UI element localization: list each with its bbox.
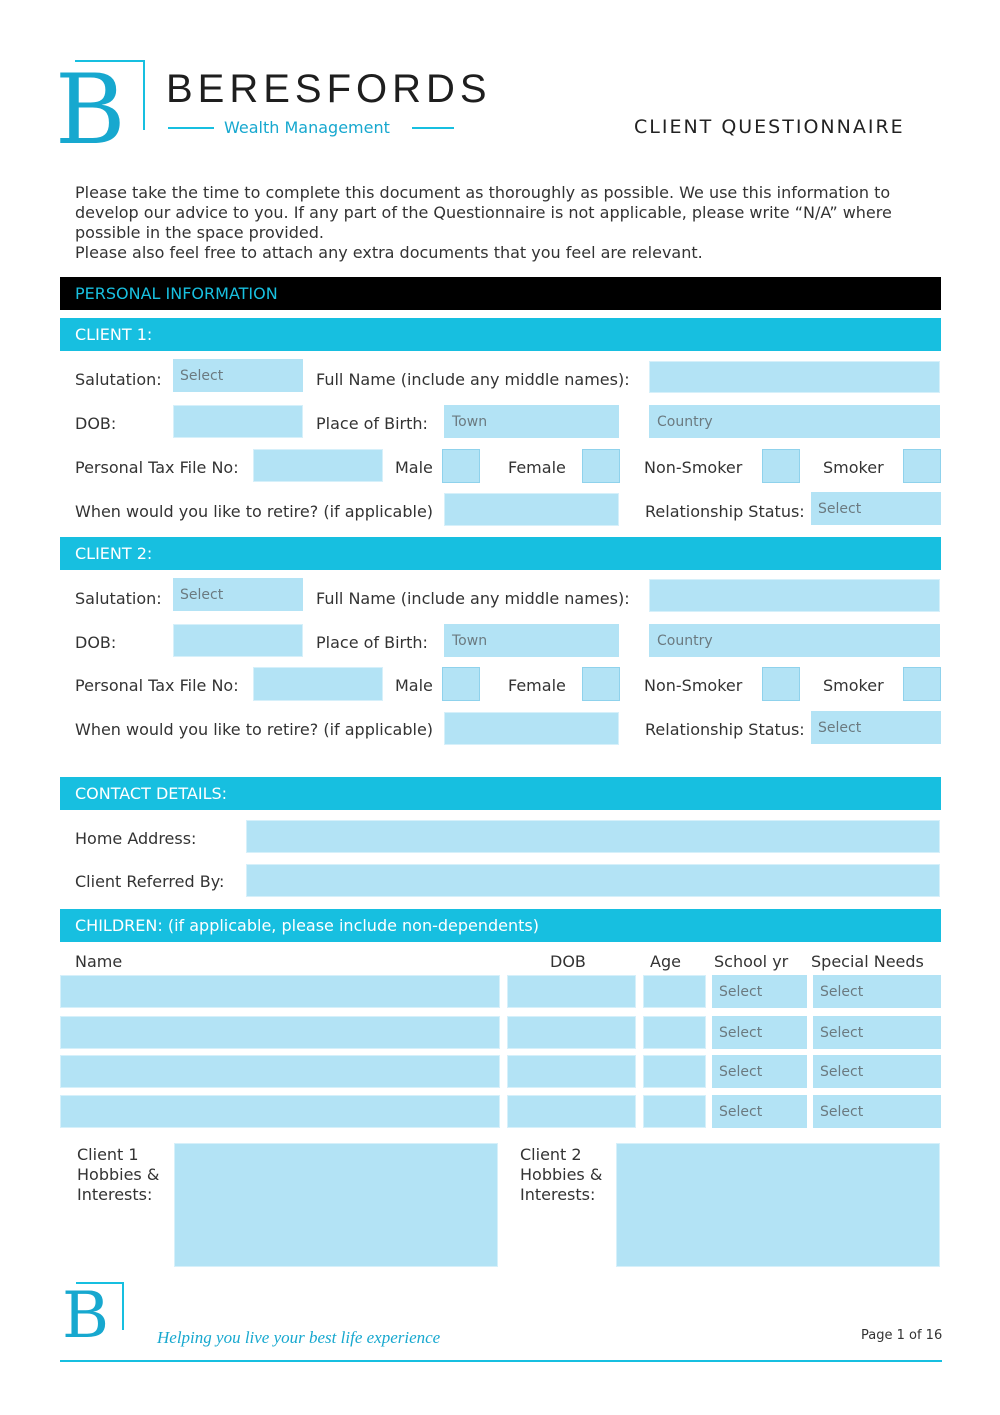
children-col-name: Name [75,952,123,971]
place-of-birth-label: Place of Birth: [316,414,428,433]
document-title: CLIENT QUESTIONNAIRE [634,116,905,138]
brand-tagline: Wealth Management [224,118,390,137]
section-personal-information: PERSONAL INFORMATION [60,277,941,310]
footer-logo [62,1279,126,1353]
hobbies-label-line: Hobbies & [520,1165,603,1184]
footer-rule [60,1360,942,1362]
child-school-yr-select[interactable]: Select [712,1055,807,1088]
child-age-field[interactable] [643,1095,706,1128]
relationship-label: Relationship Status: [645,720,805,739]
client2-retire-field[interactable] [444,712,619,745]
client2-salutation-select[interactable]: Select [173,578,303,611]
child-name-field[interactable] [60,975,500,1008]
intro-line: possible in the space provided. [75,223,324,242]
client1-smoker-checkbox[interactable] [903,449,941,483]
child-special-needs-select[interactable]: Select [813,1016,941,1049]
child-name-field[interactable] [60,1055,500,1088]
child-age-field[interactable] [643,975,706,1008]
place-of-birth-label: Place of Birth: [316,633,428,652]
male-label: Male [395,458,433,477]
intro-line: Please also feel free to attach any extra documents that you feel are relevant. [75,243,703,262]
female-label: Female [508,676,566,695]
tagline-rule-left [168,127,214,129]
child-special-needs-select[interactable]: Select [813,1055,941,1088]
retire-label: When would you like to retire? (if applicable) [75,720,434,739]
male-label: Male [395,676,433,695]
client1-birth-town-field[interactable]: Town [444,405,619,438]
client2-hobbies-field[interactable] [616,1143,940,1267]
client1-full-name-field[interactable] [649,361,940,393]
intro-text [75,183,892,263]
client2-full-name-field[interactable] [649,579,940,612]
children-col-special-needs: Special Needs [811,952,924,971]
footer-slogan: Helping you live your best life experience [157,1328,441,1347]
salutation-label: Salutation: [75,370,162,389]
child-age-field[interactable] [643,1016,706,1049]
non-smoker-label: Non-Smoker [644,458,743,477]
client1-salutation-select[interactable]: Select [173,359,303,392]
relationship-label: Relationship Status: [645,502,805,521]
client2-birth-town-field[interactable]: Town [444,624,619,657]
brand-name: BERESFORDS [166,67,492,111]
client2-female-checkbox[interactable] [582,667,620,701]
child-name-field[interactable] [60,1095,500,1128]
hobbies-label-line: Interests: [520,1185,596,1204]
client1-hobbies-label [77,1145,159,1205]
footer-logo-letter: B [62,1279,110,1353]
dob-label: DOB: [75,633,117,652]
client2-relationship-select[interactable]: Select [811,711,941,744]
section-children: CHILDREN: (if applicable, please include non-dependents) [60,909,941,942]
client1-relationship-select[interactable]: Select [811,492,941,525]
client2-non-smoker-checkbox[interactable] [762,667,800,701]
page-number: Page 1 of 16 [861,1328,943,1343]
child-school-yr-select[interactable]: Select [712,1095,807,1128]
retire-label: When would you like to retire? (if applicable) [75,502,434,521]
client2-birth-country-field[interactable]: Country [649,624,940,657]
client2-hobbies-label [520,1145,602,1205]
smoker-label: Smoker [823,458,884,477]
child-dob-field[interactable] [507,1016,636,1049]
child-age-field[interactable] [643,1055,706,1088]
smoker-label: Smoker [823,676,884,695]
client2-dob-field[interactable] [173,624,303,657]
client1-tax-file-field[interactable] [253,449,383,482]
brand-logo [55,54,150,166]
hobbies-label-line: Interests: [77,1185,153,1204]
tax-file-label: Personal Tax File No: [75,458,239,477]
tax-file-label: Personal Tax File No: [75,676,239,695]
intro-line: Please take the time to complete this document as thoroughly as possible. We use this information to [75,183,891,202]
section-contact-details: CONTACT DETAILS: [60,777,941,810]
client2-tax-file-field[interactable] [253,667,383,701]
client1-female-checkbox[interactable] [582,449,620,483]
client1-dob-field[interactable] [173,405,303,438]
referred-by-field[interactable] [246,864,940,897]
children-col-age: Age [650,952,681,971]
full-name-label: Full Name (include any middle names): [316,589,630,608]
child-special-needs-select[interactable]: Select [813,975,941,1008]
home-address-label: Home Address: [75,829,197,848]
child-school-yr-select[interactable]: Select [712,975,807,1008]
client1-retire-field[interactable] [444,493,619,526]
salutation-label: Salutation: [75,589,162,608]
child-school-yr-select[interactable]: Select [712,1016,807,1049]
client1-hobbies-field[interactable] [174,1143,498,1267]
logo-letter: B [55,54,126,166]
child-dob-field[interactable] [507,1095,636,1128]
full-name-label: Full Name (include any middle names): [316,370,630,389]
child-dob-field[interactable] [507,1055,636,1088]
children-col-school-yr: School yr [714,952,789,971]
tagline-rule-right [412,127,454,129]
section-client-2: CLIENT 2: [60,537,941,570]
children-col-dob: DOB [550,952,586,971]
client2-smoker-checkbox[interactable] [903,667,941,701]
section-client-1: CLIENT 1: [60,318,941,351]
child-special-needs-select[interactable]: Select [813,1095,941,1128]
client1-birth-country-field[interactable]: Country [649,405,940,438]
client1-non-smoker-checkbox[interactable] [762,449,800,483]
referred-by-label: Client Referred By: [75,872,225,891]
hobbies-label-line: Client 1 [77,1145,139,1164]
female-label: Female [508,458,566,477]
client2-male-checkbox[interactable] [442,667,480,701]
hobbies-label-line: Hobbies & [77,1165,160,1184]
hobbies-label-line: Client 2 [520,1145,582,1164]
home-address-field[interactable] [246,820,940,853]
child-dob-field[interactable] [507,975,636,1008]
non-smoker-label: Non-Smoker [644,676,743,695]
client1-male-checkbox[interactable] [442,449,480,483]
dob-label: DOB: [75,414,117,433]
child-name-field[interactable] [60,1016,500,1049]
intro-line: develop our advice to you. If any part of the Questionnaire is not applicable, please write “N/A” where [75,203,892,222]
